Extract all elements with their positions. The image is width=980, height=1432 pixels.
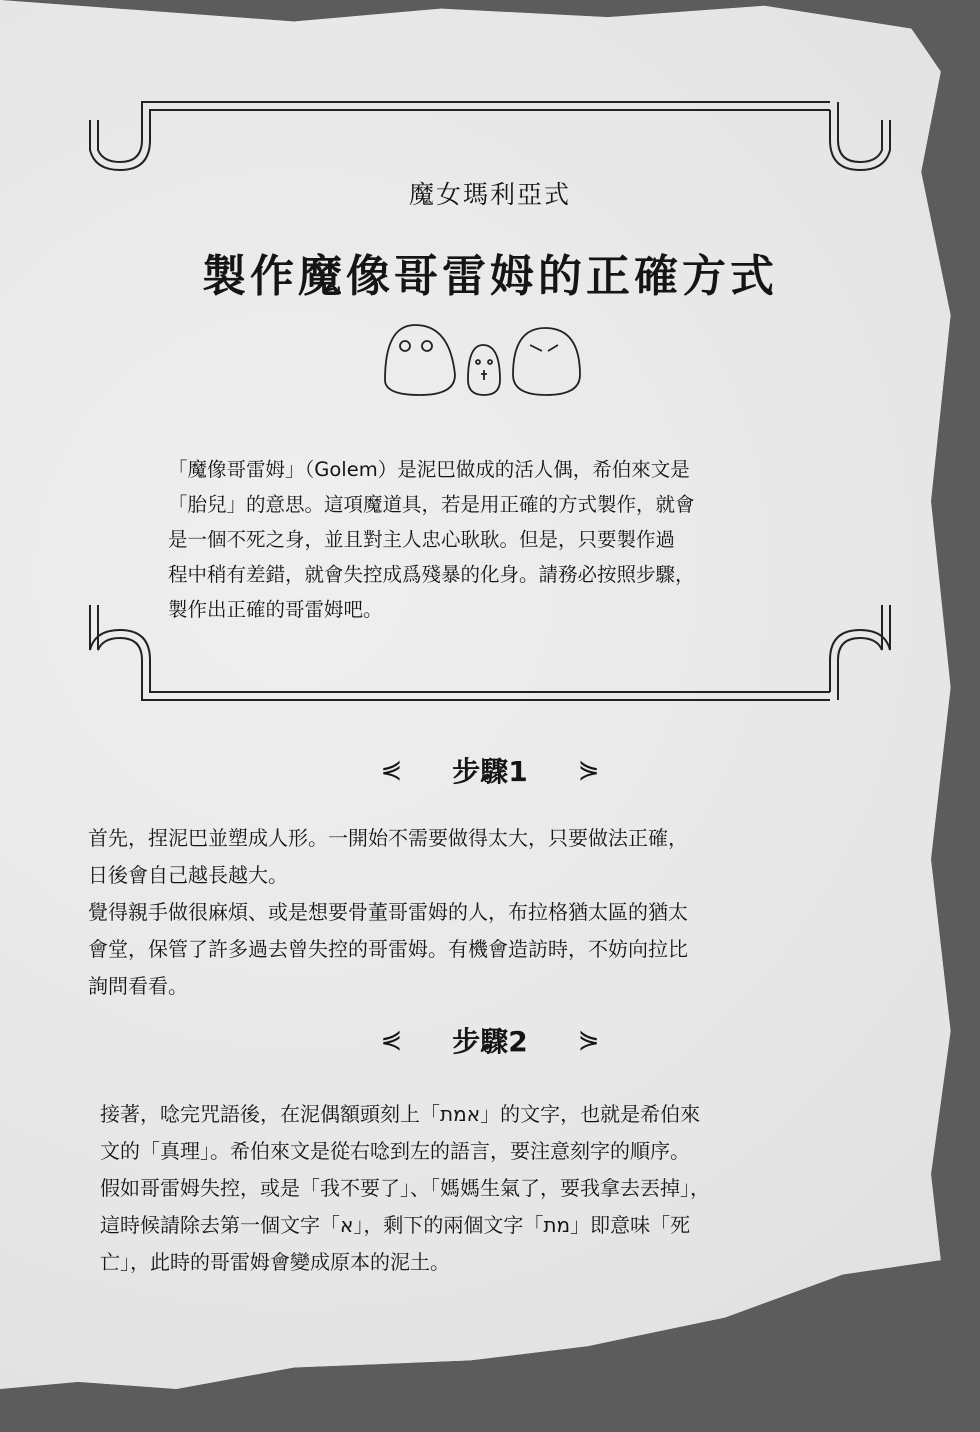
- golem-illustration: [380, 320, 610, 400]
- step-1-text: [88, 820, 908, 1005]
- step-1-line: 詢問看看。: [88, 974, 188, 998]
- ornament-left-icon: ⋞: [380, 1025, 403, 1055]
- intro-line: 程中稍有差錯，就會失控成爲殘暴的化身。請務必按照步驟，: [168, 563, 695, 586]
- ornament-right-icon: ⋟: [577, 1025, 600, 1055]
- ornament-left-icon: ⋞: [380, 755, 403, 785]
- step-2-line: 接著，唸完咒語後，在泥偶額頭刻上「אמת」的文字，也就是希伯來: [100, 1102, 701, 1126]
- step-1-line: 會堂，保管了許多過去曾失控的哥雷姆。有機會造訪時，不妨向拉比: [88, 937, 688, 961]
- step-1-heading: [0, 750, 980, 790]
- step-2-heading: [0, 1020, 980, 1060]
- step-1-line: 首先，捏泥巴並塑成人形。一開始不需要做得太大，只要做法正確，: [88, 826, 688, 850]
- intro-line: 是一個不死之身，並且對主人忠心耿耿。但是，只要製作過: [168, 528, 676, 551]
- step-1-title: 步驟1: [452, 755, 528, 788]
- step-2-line: 亡」，此時的哥雷姆會變成原本的泥土。: [100, 1250, 450, 1274]
- intro-line: 製作出正確的哥雷姆吧。: [168, 598, 383, 621]
- ornament-right-icon: ⋟: [577, 755, 600, 785]
- intro-paragraph: [168, 452, 808, 627]
- intro-line: 「魔像哥雷姆」（Golem）是泥巴做成的活人偶，希伯來文是: [168, 458, 690, 481]
- step-2-text: [100, 1096, 920, 1281]
- intro-line: 「胎兒」的意思。這項魔道具，若是用正確的方式製作，就會: [168, 493, 695, 516]
- subtitle: 魔女瑪利亞式: [408, 180, 571, 209]
- step-1-line: 日後會自己越長越大。: [88, 863, 288, 887]
- step-2-line: 文的「真理」。希伯來文是從右唸到左的語言，要注意刻字的順序。: [100, 1139, 690, 1163]
- step-2-title: 步驟2: [452, 1025, 528, 1058]
- page-title: 製作魔像哥雷姆的正確方式: [202, 251, 778, 302]
- step-2-line: 這時候請除去第一個文字「א」，剩下的兩個文字「מת」即意味「死: [100, 1213, 691, 1237]
- step-1-line: 覺得親手做很麻煩、或是想要骨董哥雷姆的人，布拉格猶太區的猶太: [88, 900, 688, 924]
- step-2-line: 假如哥雷姆失控，或是「我不要了」、「媽媽生氣了，要我拿去丟掉」，: [100, 1176, 710, 1200]
